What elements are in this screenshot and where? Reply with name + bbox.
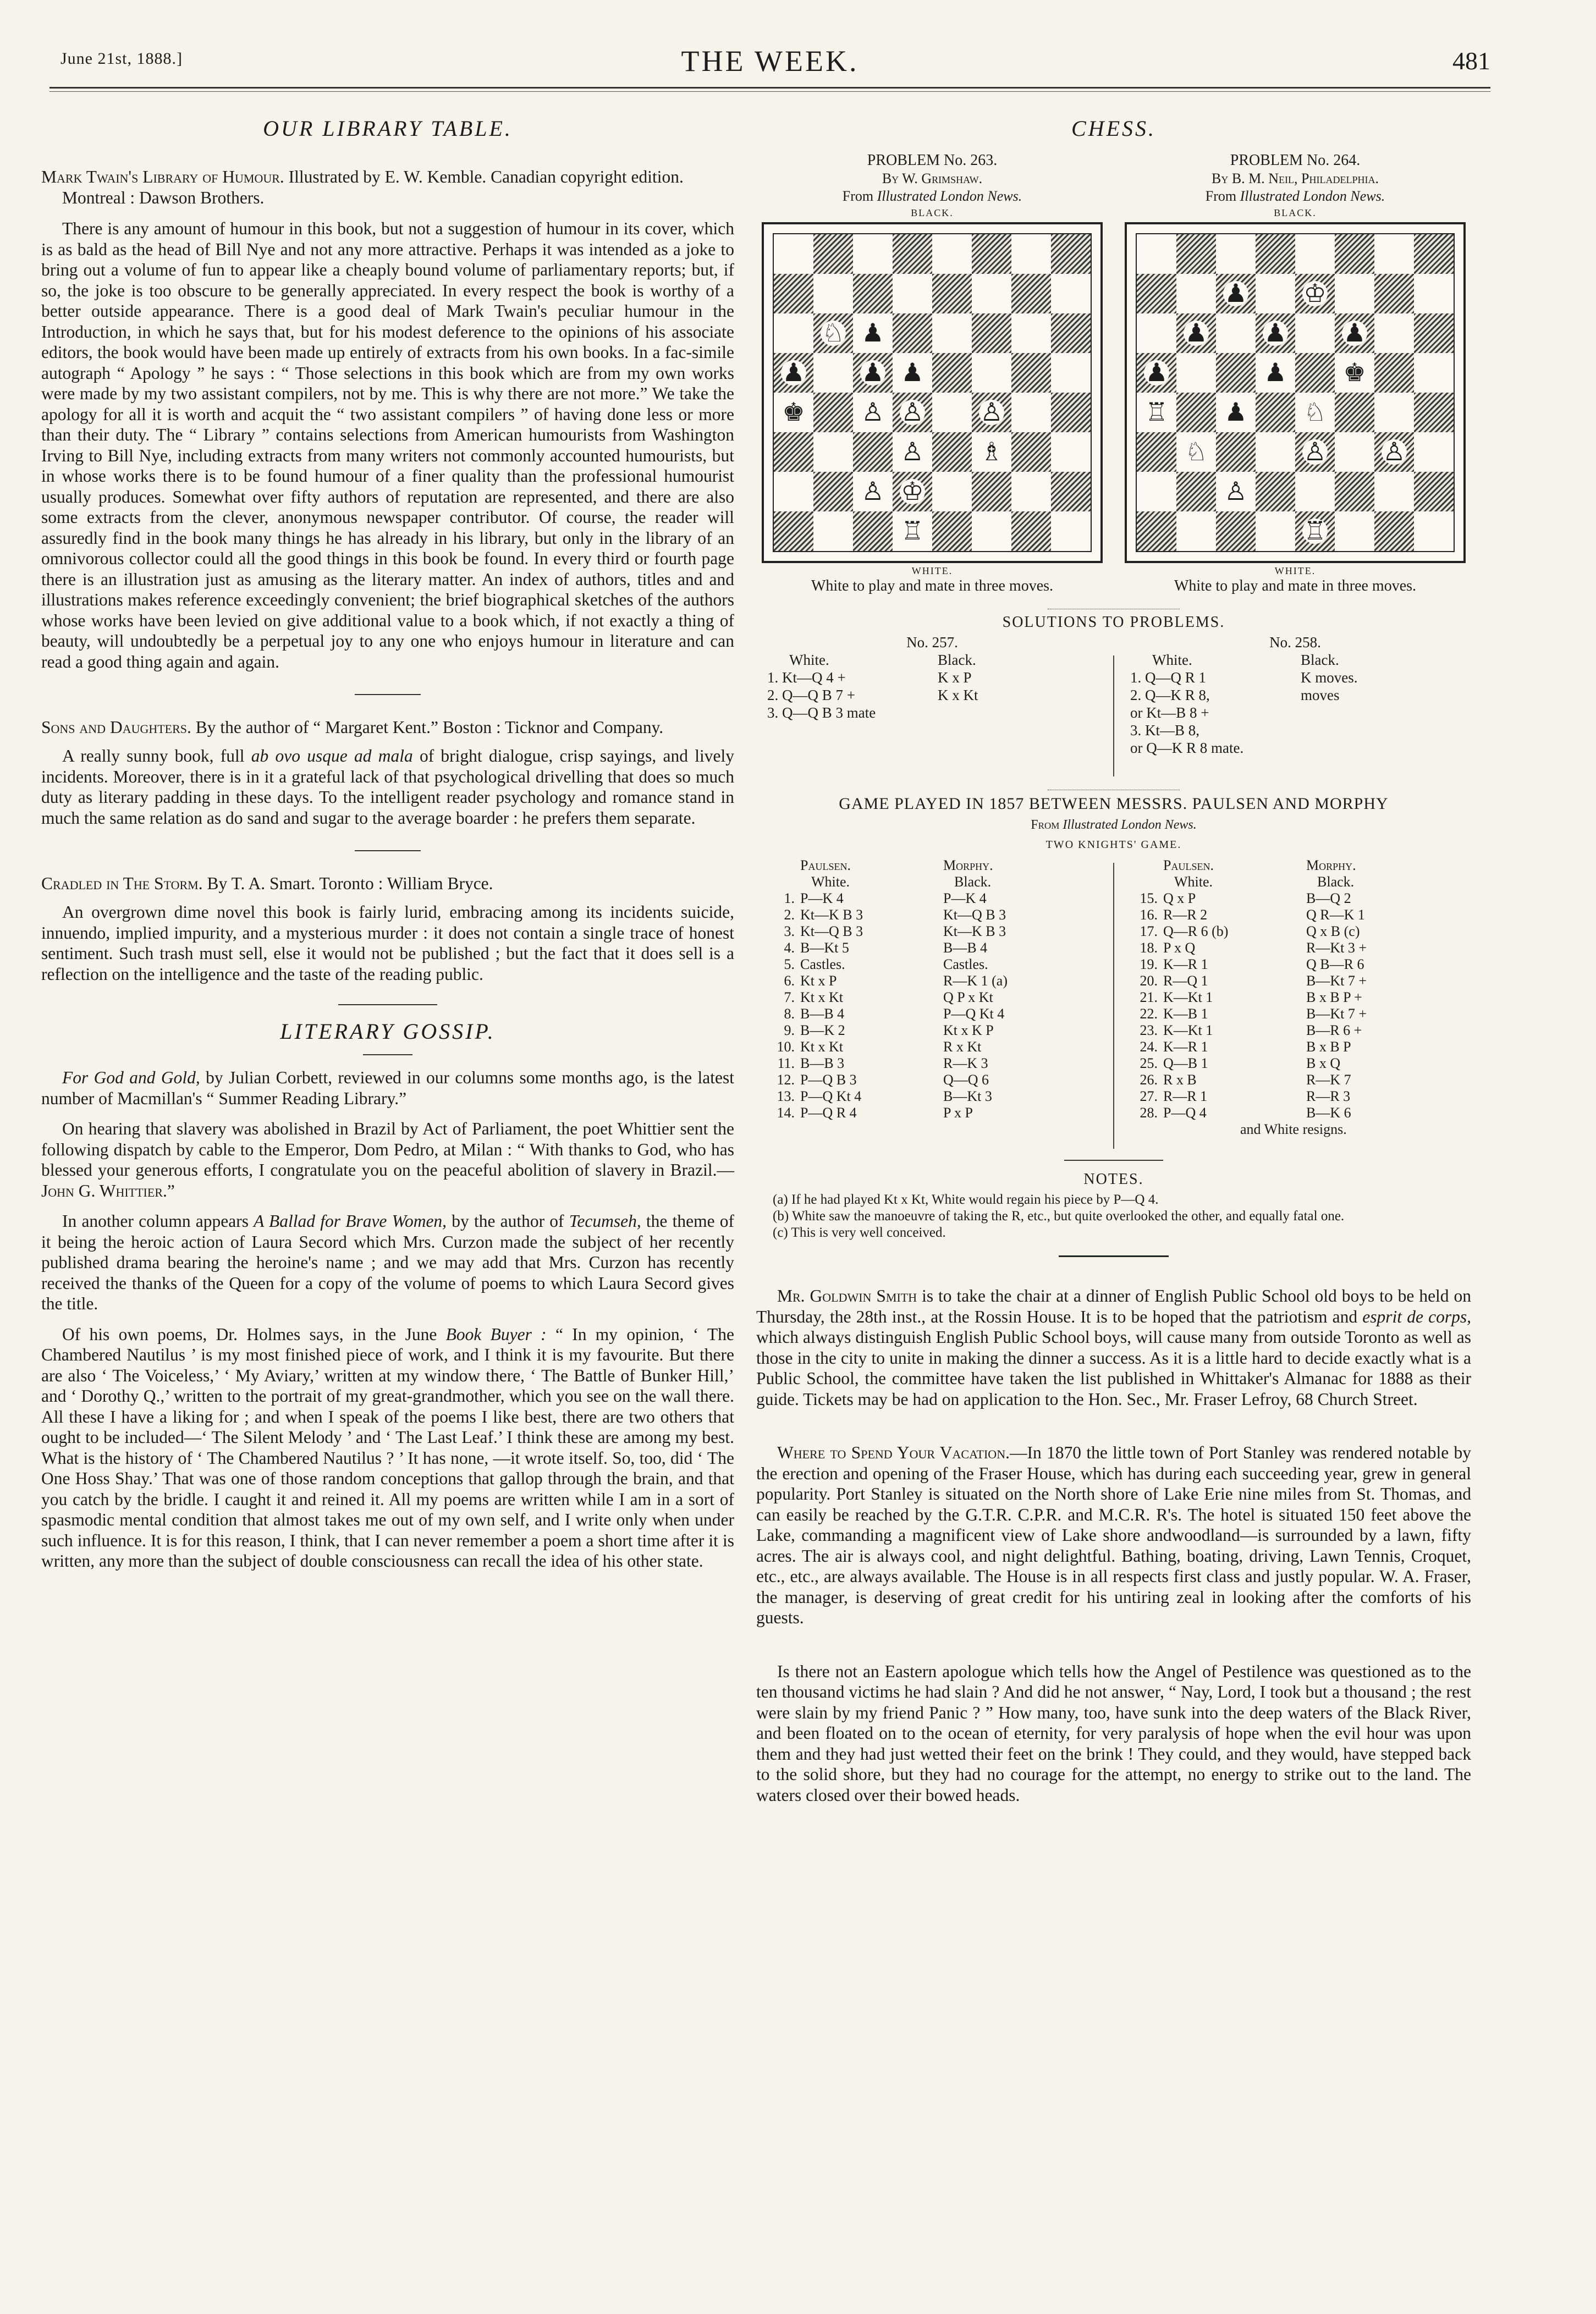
solution-move: 3. Kt—B 8, (1130, 722, 1200, 739)
board-grid (1136, 233, 1455, 552)
board-square (774, 353, 813, 393)
review-book-details: By the author of “ Margaret Kent.” Boston : Ticknor and Company. (195, 718, 664, 737)
solution-257: No. 257. White. Black. 1. Kt—Q 4 + K x P 2. Q—Q B 7 + K x Kt 3. Q—Q B 3 mate (756, 633, 1108, 776)
board-square (1295, 472, 1335, 511)
review-book-details: By T. A. Smart. Toronto : William Bryce. (207, 874, 493, 893)
game-move: 4. B—Kt 5 B—B 4 (784, 940, 988, 956)
chess-piece-icon: ♟ (1264, 319, 1287, 347)
board-square (853, 313, 893, 353)
game-title: GAME PLAYED IN 1857 BETWEEN MESSRS. PAULSEN AND MORPHY (839, 795, 1389, 813)
board-square (1256, 353, 1295, 393)
black-label: BLACK. (911, 207, 954, 218)
board-square (1216, 234, 1256, 274)
gossip-title: LITERARY GOSSIP. (280, 1019, 496, 1044)
board-square (1176, 432, 1216, 472)
divider (338, 1004, 437, 1005)
board-square (1295, 393, 1335, 432)
gossip-paragraph: In another column appears A Ballad for Brave Women, by the author of Tecumseh, the theme of it being the heroic action of Laura Secord which Mrs. Curzon made the subject of her recently published drama bearing the heroine's name ; and we may add that Mrs. Curzon has recently received the thanks of the Queen for a copy of the volume of poems to which Laura Secord gives the title. (41, 1211, 734, 1313)
game-opening: TWO KNIGHTS' GAME. (1045, 839, 1182, 851)
board-square (893, 274, 932, 313)
review-book-title: Sons and Daughters. (41, 718, 191, 737)
board-square (972, 234, 1011, 274)
board-square (853, 393, 893, 432)
game-moves-left: Paulsen. Morphy. White. Black. 1. P—K 4 P—K 4 2. Kt—K B 3 Kt—Q B 3 3. Kt—Q B 3 Kt—K B 3 4. B—Kt 5 B—B 4 5. Castles. Castles. 6. Kt x P R—K 1 (a) 7. Kt x Kt Q P x Kt 8. B—B 4 P—Q Kt 4 9. B—K 2 Kt x K P 10. Kt x Kt R x Kt 11. B—B 3 R—K 3 12. P—Q B 3 Q—Q 6 13. P—Q Kt 4 B—Kt 3 14. P—Q R 4 P x P (756, 857, 1108, 1149)
problem-caption: White to play and mate in three moves. (1174, 577, 1417, 594)
board-square (774, 393, 813, 432)
board-square (1295, 432, 1335, 472)
chess-piece-icon: ♟ (1343, 319, 1366, 347)
board-square (1216, 393, 1256, 432)
board-square (1051, 234, 1091, 274)
board-square (813, 313, 853, 353)
game-move: 14. P—Q R 4 P x P (777, 1105, 973, 1121)
board-square (1137, 472, 1176, 511)
game-move: 17. Q—R 6 (b) Q x B (c) (1140, 923, 1360, 939)
game-move: 3. Kt—Q B 3 Kt—K B 3 (784, 923, 1006, 939)
game-move: 28. P—Q 4 B—K 6 (1140, 1105, 1351, 1121)
board-square (1335, 511, 1374, 551)
chess-piece-icon: ♙ (901, 398, 924, 426)
board-square (1374, 472, 1414, 511)
board-square (1335, 472, 1374, 511)
board-square (1011, 472, 1051, 511)
chess-piece-icon: ♔ (901, 477, 924, 505)
note-b: (b) White saw the manoeuvre of taking the R, etc., but quite overlooked the other, and equally fatal one. (773, 1209, 1345, 1224)
article-vacation: Where to Spend Your Vacation.—In 1870 the little town of Port Stanley was rendered notable by the erection and opening of the Fraser House, which has during each succeeding year, grew in general popularity. Port Stanley is situated on the North shore of Lake Erie nine miles from St. Thomas, and can easily be reached by the G.T.R. C.P.R. and M.C.R. R's. The hotel is situated 150 feet above the Lake, commanding a magnificent view of Lake shore andwoodland—is surrounded by a lawn, fifty acres. The air is always cool, and night delightful. Bathing, boating, driving, Lawn Tennis, Croquet, etc., etc., are always available. The House is in all respects first class and justly popular. W. A. Fraser, the manager, is deserving of great credit for his untiring zeal in looking after the comforts of his guests. (756, 1443, 1472, 1627)
game-move: 10. Kt x Kt R x Kt (777, 1039, 982, 1055)
review-body: There is any amount of humour in this book, but not a suggestion of humour in its cover, which is as bald as the head of Bill Nye and not any more attractive. Perhaps it was intended as a joke to bring out a volume of fun to appear like a cheaply bound volume of parliamentary reports; but, if so, the joke is too obscure to be generally appreciated. In every respect the book is worthy of a better outside appearance. There is a good deal of Mark Twain's peculiar humour in the Introduction, in which he says that, but for his modest deference to the opinions of his associate editors, the book would have been made up entirely of extracts from his own books. In a fac-simile autograph “ Apology ” he says : “ Those selections in this book which are from my own works were made by my two assistant compilers, not by me. This is why there are not more.” We take the apology for all it is worth and acquit the “ two assistant compilers ” of having done less or more than their duty. The “ Library ” contains selections from American humourists from Washington Irving to Bill Nye, including extracts from many writers not commonly accounted humourists, but in whose works there is to be found humour of a finer quality than the professional humourist usually produces. Somewhat over fifty authors of reputation are represented, and there are also some extracts from the clever, anonymous newspaper contributor. Of course, the reader will assuredly find in the book many things he has already in his library, but only in the library of an omnivorous collector could all the good things in this book be found. In every third or fourth page there is an illustration just as amusing as the literary matter. An index of authors, titles and and illustrations makes reference exceedingly convenient; the brief biographical sketches of the authors whose works have been levied on give additional value to a book which, if not exactly a thing of beauty, will undoubtedly be a perpetual joy to any one who enjoys humour in literature and can read a good thing again and again. (41, 219, 734, 671)
board-square (1414, 353, 1454, 393)
board-square (1414, 472, 1454, 511)
notes-title: NOTES. (1083, 1171, 1144, 1188)
chess-piece-icon: ♟ (1145, 359, 1168, 387)
board-square (1414, 313, 1454, 353)
solution-move: 1. Q—Q R 1 K moves. (1130, 669, 1358, 686)
board-square (1335, 393, 1374, 432)
board-square (1414, 234, 1454, 274)
board-square (1051, 472, 1091, 511)
review-book-title: Cradled in The Storm. (41, 874, 203, 893)
board-square (1176, 274, 1216, 313)
game-source: From Illustrated London News. (1031, 818, 1197, 832)
board-square (1374, 432, 1414, 472)
game-move: 23. K—Kt 1 B—R 6 + (1140, 1022, 1362, 1038)
note-a: (a) If he had played Kt x Kt, White would regain his piece by P—Q 4. (773, 1192, 1159, 1207)
review-book-title: Mark Twain's Library of Humour. (41, 167, 284, 186)
board-square (893, 234, 932, 274)
game-move: 24. K—R 1 B x B P (1140, 1039, 1351, 1055)
board-square (774, 313, 813, 353)
gossip-paragraph: For God and Gold, by Julian Corbett, reviewed in our columns some months ago, is the latest number of Macmillan's “ Summer Reading Library.” (41, 1068, 735, 1108)
review-book-details: Illustrated by E. W. Kemble. Canadian copyright edition. Montreal : Dawson Brothers. (62, 167, 684, 207)
board-square (1335, 432, 1374, 472)
solution-258: No. 258. White. Black. 1. Q—Q R 1 K moves. 2. Q—K R 8, moves or Kt—B 8 + 3. Kt—B 8, or Q—K R 8 mate. (1119, 633, 1471, 776)
chess-piece-icon: ♙ (980, 398, 1003, 426)
board-square (774, 234, 813, 274)
board-square (1256, 274, 1295, 313)
divider (1064, 1160, 1163, 1161)
problem-author: By W. Grimshaw. (882, 170, 983, 186)
game-move: 15. Q x P B—Q 2 (1140, 890, 1351, 906)
chess-piece-icon: ♙ (861, 477, 884, 505)
solution-moves (756, 669, 1108, 721)
review-heading (41, 717, 734, 738)
game-move: 25. Q—B 1 B x Q (1140, 1055, 1341, 1071)
board-square (1011, 393, 1051, 432)
board-square (853, 234, 893, 274)
board-square (1011, 353, 1051, 393)
game-move: 26. R x B R—K 7 (1140, 1072, 1351, 1088)
board-square (1176, 393, 1216, 432)
black-label: BLACK. (1274, 207, 1317, 218)
board-square (932, 353, 972, 393)
column-divider (1113, 863, 1114, 1149)
board-grid (773, 233, 1092, 552)
chess-piece-icon: ♙ (1303, 438, 1327, 466)
column-divider (1113, 655, 1114, 776)
board-square (813, 432, 853, 472)
article-apologue: Is there not an Eastern apologue which tells how the Angel of Pestilence was questioned as to the ten thousand victims he had slain ? And did he not answer, “ Nay, Lord, I took but a thousand ; the rest were slain by my friend Panic ? ” How many, too, have sunk into the deep waters of the Black River, and been floated on to the ocean of eternity, for very paralysis of hope when the evil hour was upon them and they had just wetted their feet on the brink ! They could, and they would, have stepped back to the solid shore, but they had no courage for the attempt, no energy to strike out to the land. The waters closed over their bowed heads. (756, 1661, 1471, 1805)
board-square (813, 393, 853, 432)
solution-move: 1. Kt—Q 4 + K x P (767, 669, 972, 686)
board-square (1256, 511, 1295, 551)
board-square (774, 274, 813, 313)
divider (355, 694, 421, 695)
board-square (1216, 432, 1256, 472)
review-body: An overgrown dime novel this book is fairly lurid, embracing among its incidents suicide, innuendo, implied impurity, and a mysterious murder : it does not contain a single trace of honest sentiment. Such trash must sell, else it would not be published ; but the fact that it does sell is a reflection on the intelligence and the taste of the reading public. (41, 902, 734, 984)
chess-piece-icon: ♘ (1185, 438, 1208, 466)
board-square (1176, 234, 1216, 274)
board-square (1216, 313, 1256, 353)
review-body: A really sunny book, full ab ovo usque ad mala of bright dialogue, crisp sayings, and lively incidents. Moreover, there is in it a grateful lack of that psychological drivelling that does so much duty as literary padding in these days. To the intelligent reader psychology and romance stand in much the same relation as do sand and sugar to the average boarder : he prefers them separate. (41, 746, 734, 828)
board-square (1216, 472, 1256, 511)
gossip-paragraph: On hearing that slavery was abolished in Brazil by Act of Parliament, the poet Whittier sent the following dispatch by cable to the Emperor, Dom Pedro, at Milan : “ With thanks to God, who has blessed your generous efforts, I congratulate you on the peaceful abolition of slavery in Brazil.—John G. Whittier.” (41, 1119, 734, 1200)
problem-caption: White to play and mate in three moves. (811, 577, 1054, 594)
chess-piece-icon: ♙ (901, 438, 924, 466)
page-header (49, 44, 1490, 82)
board-square (853, 511, 893, 551)
solution-move: 3. Q—Q B 3 mate (767, 704, 876, 721)
board-square (1137, 393, 1176, 432)
board-square (1216, 353, 1256, 393)
board-square (1176, 511, 1216, 551)
masthead-title: THE WEEK. (681, 45, 859, 78)
board-square (1374, 234, 1414, 274)
board-square (813, 511, 853, 551)
board-square (972, 511, 1011, 551)
library-title: OUR LIBRARY TABLE. (263, 116, 513, 141)
board-square (1011, 511, 1051, 551)
game-move: 9. B—K 2 Kt x K P (784, 1022, 994, 1038)
board-square (1051, 511, 1091, 551)
board-square (1295, 511, 1335, 551)
board-square (1335, 234, 1374, 274)
board-square (1011, 234, 1051, 274)
chess-piece-icon: ♘ (1303, 398, 1327, 426)
game-moves-right: Paulsen. Morphy. White. Black. 15. Q x P B—Q 2 16. R—R 2 Q R—K 1 17. Q—R 6 (b) Q x B (c) 18. P x Q R—Kt 3 + 19. K—R 1 Q B—R 6 20. R—Q 1 B—Kt 7 + 21. K—Kt 1 B x B P + 22. K—B 1 B—Kt 7 + 23. K—Kt 1 B—R 6 + 24. K—R 1 B x B P 25. Q—B 1 B x Q 26. R x B R—K 7 27. R—R 1 R—R 3 28. P—Q 4 B—K 6 and White resigns. (1119, 857, 1471, 1149)
board-square (932, 432, 972, 472)
board-square (932, 472, 972, 511)
problem-source: From Illustrated London News. (842, 188, 1022, 204)
board-square (1137, 432, 1176, 472)
chess-problem-263 (756, 151, 1108, 596)
board-square (893, 511, 932, 551)
board-square (1374, 313, 1414, 353)
board-square (1011, 274, 1051, 313)
board-square (1414, 511, 1454, 551)
board-square (1295, 313, 1335, 353)
board-square (1374, 393, 1414, 432)
board-square (932, 313, 972, 353)
board-square (1051, 313, 1091, 353)
board-square (932, 234, 972, 274)
chess-board (762, 222, 1103, 563)
game-result: and White resigns. (1240, 1121, 1347, 1137)
game-move: 5. Castles. Castles. (784, 956, 988, 972)
review-heading (41, 167, 734, 208)
solution-moves (1119, 669, 1471, 757)
chess-piece-icon: ♙ (1383, 438, 1406, 466)
chess-piece-icon: ♗ (980, 438, 1003, 466)
board-square (774, 511, 813, 551)
issue-date: June 21st, 1888.] (60, 49, 183, 68)
header-rule (49, 87, 1490, 89)
board-square (1414, 274, 1454, 313)
problem-label: PROBLEM No. 264. (1230, 152, 1361, 169)
game-move: 27. R—R 1 R—R 3 (1140, 1088, 1351, 1104)
solution-move: 2. Q—Q B 7 + K x Kt (767, 687, 978, 703)
chess-piece-icon: ♟ (1185, 319, 1208, 347)
board-square (893, 313, 932, 353)
board-square (972, 393, 1011, 432)
game-move: 2. Kt—K B 3 Kt—Q B 3 (784, 907, 1006, 923)
board-square (1051, 432, 1091, 472)
chess-piece-icon: ♟ (1224, 398, 1247, 426)
game-move: 19. K—R 1 Q B—R 6 (1140, 956, 1364, 972)
game-move: 13. P—Q Kt 4 B—Kt 3 (777, 1088, 992, 1104)
board-square (1216, 274, 1256, 313)
chess-piece-icon: ♟ (901, 359, 924, 387)
chess-piece-icon: ♖ (901, 517, 924, 545)
board-square (1137, 353, 1176, 393)
board-square (893, 432, 932, 472)
chess-title: CHESS. (1071, 116, 1156, 141)
board-square (774, 432, 813, 472)
board-square (1256, 393, 1295, 432)
board-square (1011, 313, 1051, 353)
board-square (1137, 313, 1176, 353)
white-label: WHITE. (1274, 565, 1316, 576)
chess-problems (756, 151, 1471, 596)
board-square (1011, 432, 1051, 472)
game-move: 20. R—Q 1 B—Kt 7 + (1140, 973, 1367, 989)
board-square (1414, 393, 1454, 432)
board-square (774, 472, 813, 511)
board-square (853, 472, 893, 511)
board-square (1256, 432, 1295, 472)
board-square (1374, 511, 1414, 551)
chess-piece-icon: ♟ (861, 359, 884, 387)
board-square (893, 353, 932, 393)
board-square (932, 393, 972, 432)
solution-move: 2. Q—K R 8, moves (1130, 687, 1340, 703)
game-move: 18. P x Q R—Kt 3 + (1140, 940, 1367, 956)
board-square (813, 274, 853, 313)
game-move: 1. P—K 4 P—K 4 (784, 890, 987, 906)
board-square (972, 472, 1011, 511)
chess-piece-icon: ♖ (1303, 517, 1327, 545)
board-square (972, 353, 1011, 393)
chess-piece-icon: ♟ (1224, 279, 1247, 307)
solution-move: or Q—K R 8 mate. (1130, 740, 1244, 756)
board-square (1137, 511, 1176, 551)
board-square (1374, 274, 1414, 313)
chess-piece-icon: ♖ (1145, 398, 1168, 426)
board-square (853, 274, 893, 313)
left-column (41, 110, 734, 1572)
board-square (1335, 313, 1374, 353)
divider (1059, 1255, 1169, 1257)
right-column (756, 110, 1471, 1805)
board-square (1256, 472, 1295, 511)
note-c: (c) This is very well conceived. (773, 1225, 946, 1240)
board-square (893, 393, 932, 432)
header-rule-thin (49, 91, 1490, 92)
problem-label: PROBLEM No. 263. (867, 152, 998, 169)
page-number: 481 (1452, 47, 1490, 75)
chess-board (1125, 222, 1466, 563)
board-square (1295, 353, 1335, 393)
board-square (1295, 274, 1335, 313)
solution-move: or Kt—B 8 + (1130, 704, 1209, 721)
board-square (1137, 274, 1176, 313)
board-square (932, 274, 972, 313)
game-move: 16. R—R 2 Q R—K 1 (1140, 907, 1365, 923)
board-square (1414, 432, 1454, 472)
game-move: 21. K—Kt 1 B x B P + (1140, 989, 1362, 1005)
gossip-paragraph: Of his own poems, Dr. Holmes says, in the June Book Buyer : “ In my opinion, ‘ The Chambered Nautilus ’ is my most finished piece of work, and I think it is my favourite. But there are also ‘ The Voiceless,’ ‘ My Aviary,’ written at my window there, ‘ The Battle of Bunker Hill,’ and ‘ Dorothy Q.,’ written to the portrait of my great-grandmother, which you see on the wall there. All these I have a liking for ; and when I speak of the poems I like best, there are two others that ought to be included—‘ The Silent Melody ’ and ‘ The Last Leaf.’ I think these are among my best. What is the history of ‘ The Chambered Nautilus ? ’ It has none, —it wrote itself. So, too, did ‘ The One Hoss Shay.’ That was one of those random conceptions that gallop through the brain, and that you catch by the bridle. I caught it and reined it. All my poems are written while I am in a sort of spasmodic mental condition that almost takes me out of my own self, and I write only when under such influence. It is for this reason, I think, that I can never remember a poem a short time after it is written, any more than the subject of double consciousness can recall the idea of his other state. (41, 1324, 734, 1571)
board-square (813, 472, 853, 511)
board-square (1335, 353, 1374, 393)
game-move: 8. B—B 4 P—Q Kt 4 (784, 1006, 1005, 1022)
board-square (1335, 274, 1374, 313)
chess-piece-icon: ♟ (1264, 359, 1287, 387)
chess-piece-icon: ♟ (782, 359, 805, 387)
board-square (853, 353, 893, 393)
problem-author: By B. M. Neil, Philadelphia. (1211, 170, 1379, 186)
chess-piece-icon: ♟ (861, 319, 884, 347)
board-square (1176, 313, 1216, 353)
game-move: 7. Kt x Kt Q P x Kt (784, 989, 993, 1005)
board-square (972, 313, 1011, 353)
chess-piece-icon: ♘ (822, 319, 845, 347)
board-square (893, 472, 932, 511)
board-square (1176, 472, 1216, 511)
solutions-title: SOLUTIONS TO PROBLEMS. (1002, 614, 1225, 631)
board-square (813, 353, 853, 393)
white-label: WHITE. (911, 565, 953, 576)
board-square (1374, 353, 1414, 393)
board-square (972, 432, 1011, 472)
chess-piece-icon: ♚ (1343, 359, 1366, 387)
chess-piece-icon: ♚ (782, 398, 805, 426)
board-square (1051, 274, 1091, 313)
board-square (972, 274, 1011, 313)
chess-piece-icon: ♔ (1303, 279, 1327, 307)
board-square (813, 234, 853, 274)
board-square (932, 511, 972, 551)
game-move: 12. P—Q B 3 Q—Q 6 (777, 1072, 989, 1088)
game-move: 11. B—B 3 R—K 3 (777, 1055, 988, 1071)
game-move: 22. K—B 1 B—Kt 7 + (1140, 1006, 1367, 1022)
review-heading (41, 873, 734, 894)
game-move: 6. Kt x P R—K 1 (a) (784, 973, 1008, 989)
article-dinner: Mr. Goldwin Smith is to take the chair at a dinner of English Public School old boys to be held on Thursday, the 28th inst., at the Rossin House. It is to be hoped that the patriotism and esprit de corps, which always distinguish English Public School boys, will cause many from outside Toronto as well as those in the city to unite in making the dinner a success. As it is a little hard to decide exactly what is a Public School, the committee have taken the list published in Whittaker's Almanac for 1888 as their guide. Tickets may be had on application to the Hon. Sec., Mr. Fraser Lefroy, 68 Church Street. (756, 1286, 1472, 1409)
chess-piece-icon: ♙ (861, 398, 884, 426)
divider (363, 1054, 412, 1055)
board-square (1176, 353, 1216, 393)
board-square (1137, 234, 1176, 274)
divider (355, 850, 421, 851)
board-square (1216, 511, 1256, 551)
chess-piece-icon: ♙ (1224, 477, 1247, 505)
chess-problem-264 (1119, 151, 1471, 596)
solutions (756, 633, 1471, 776)
board-square (1256, 234, 1295, 274)
game-moves (756, 857, 1471, 1149)
board-square (853, 432, 893, 472)
board-square (1051, 353, 1091, 393)
board-square (1256, 313, 1295, 353)
board-square (1295, 234, 1335, 274)
problem-source: From Illustrated London News. (1205, 188, 1385, 204)
board-square (1051, 393, 1091, 432)
